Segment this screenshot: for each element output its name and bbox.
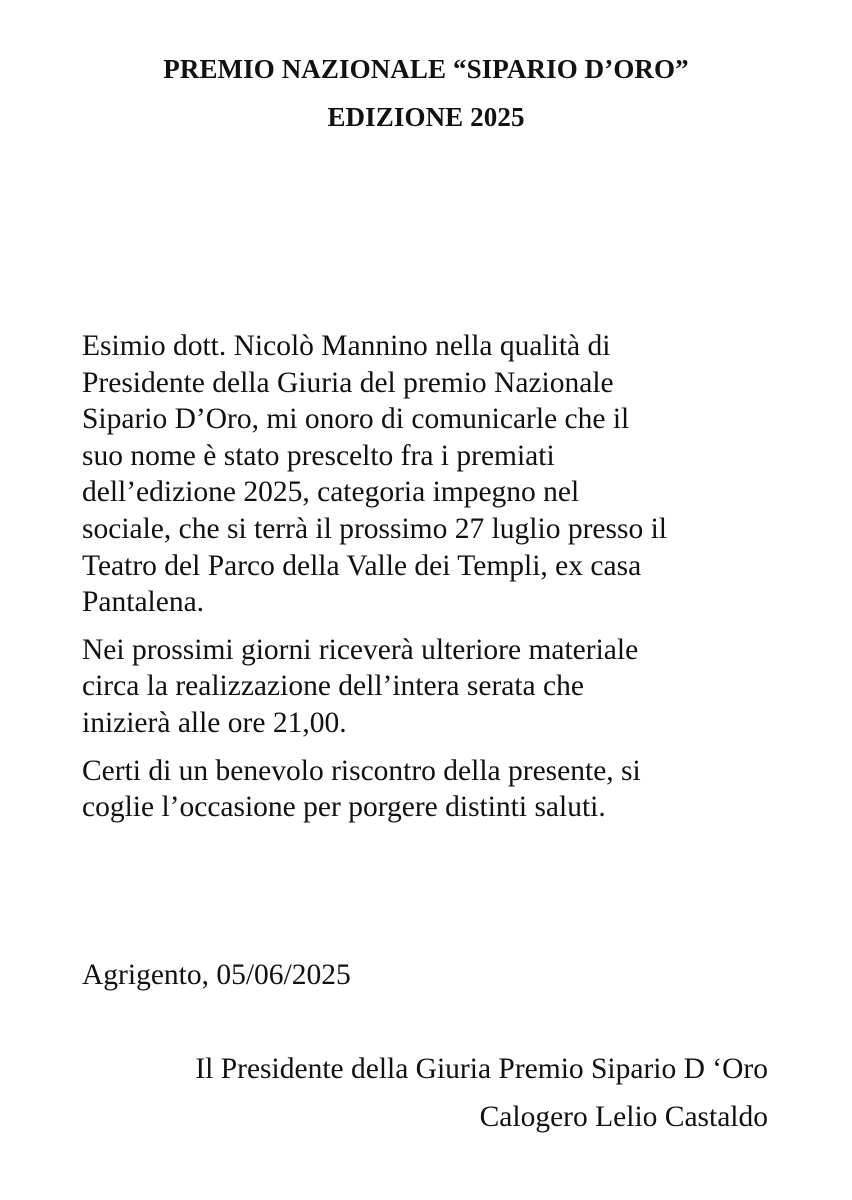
paragraph-closing xyxy=(82,753,782,826)
text-line: sociale, che si terrà il prossimo 27 luglio presso il xyxy=(82,512,667,545)
document-title: PREMIO NAZIONALE “SIPARIO D’ORO” xyxy=(163,54,689,84)
text-line: Esimio dott. Nicolò Mannino nella qualità di xyxy=(82,330,611,362)
text-line: dell’edizione 2025, categoria impegno nel xyxy=(82,476,580,509)
signature-name: Calogero Lelio Castaldo xyxy=(479,1101,768,1133)
text-line: coglie l’occasione per porgere distinti saluti. xyxy=(82,791,606,824)
text-line: Pantalena. xyxy=(82,586,205,619)
letter-body xyxy=(82,328,782,837)
place-date: Agrigento, 05/06/2025 xyxy=(82,959,351,991)
text-line: Presidente della Giuria del premio Nazionale xyxy=(82,366,614,399)
text-line: Teatro del Parco della Valle dei Templi, ex casa xyxy=(82,549,642,582)
paragraph-announcement xyxy=(82,328,782,621)
text-line: Sipario D’Oro, mi onoro di comunicarle che il xyxy=(82,403,630,436)
text-line: circa la realizzazione dell’intera serata che xyxy=(82,670,584,703)
text-line: Certi di un benevolo riscontro della presente, si xyxy=(82,754,641,787)
signature-role: Il Presidente della Giuria Premio Sipario D ‘Oro xyxy=(195,1053,768,1085)
paragraph-event-details xyxy=(82,632,782,742)
text-line: Nei prossimi giorni riceverà ulteriore materiale xyxy=(82,633,639,666)
text-line: suo nome è stato prescelto fra i premiati xyxy=(82,439,555,472)
document-subtitle-edition: EDIZIONE 2025 xyxy=(327,102,525,132)
text-line: inizierà alle ore 21,00. xyxy=(82,706,347,739)
